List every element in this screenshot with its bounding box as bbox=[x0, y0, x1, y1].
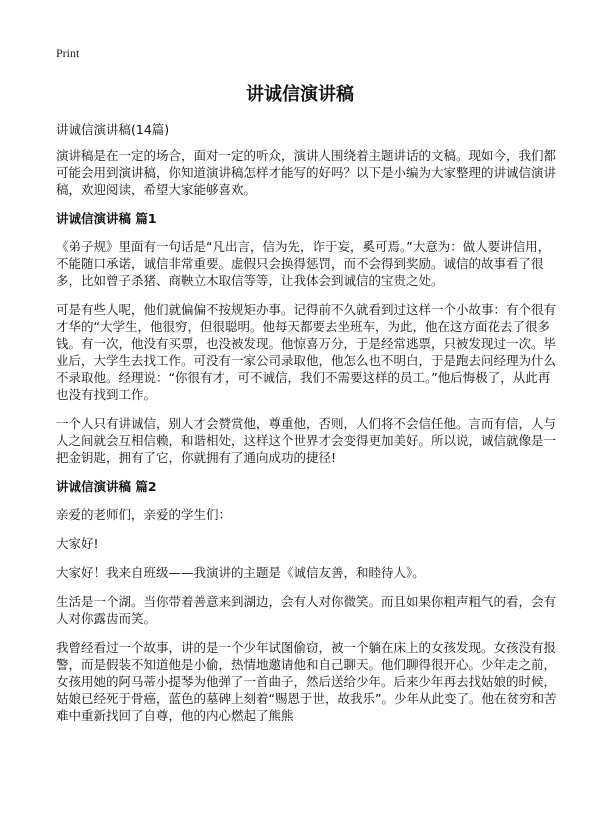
document-subtitle: 讲诚信演讲稿(14篇) bbox=[56, 122, 170, 137]
section-heading-1: 讲诚信演讲稿 篇1 bbox=[56, 211, 157, 226]
print-link[interactable]: Print bbox=[56, 46, 80, 60]
page-title: 讲诚信演讲稿 bbox=[246, 84, 354, 105]
section2-paragraph-3: 大家好！我来自班级——我演讲的主题是《诚信友善，和睦待人》。 bbox=[56, 565, 425, 580]
section1-paragraph-2: 可是有些人呢，他们就偏偏不按规矩办事。记得前不久就看到过这样一个小故事：有个很有才华的“大学生，他很穷，但很聪明。他每天都要去坐班车，为此，他在这方面花去了很多钱。有一次，他没有买票，也没被发现。他惊喜万分，于是经常逃票，只被发现过一次。毕业后，大学生去找工作。可没有一家公司录取他，他怎么也不明白，于是跑去问经理为什么不录取他。经理说：“你很有才，可不诚信，我们不需要这样的员工。”他后悔极了，从此再也没有找到工作。 bbox=[56, 302, 557, 402]
intro-paragraph: 演讲稿是在一定的场合，面对一定的听众，演讲人围绕着主题讲话的文稿。现如今，我们都可能会用到演讲稿，你知道演讲稿怎样才能写的好吗？以下是小编为大家整理的讲诚信演讲稿，欢迎阅读，希望大家能够喜欢。 bbox=[56, 148, 557, 197]
section-heading-2: 讲诚信演讲稿 篇2 bbox=[56, 479, 157, 494]
section2-paragraph-2: 大家好! bbox=[56, 536, 99, 551]
section2-paragraph-1: 亲爱的老师们，亲爱的学生们： bbox=[56, 507, 232, 522]
section1-paragraph-1: 《弟子规》里面有一句话是“凡出言，信为先，诈于妄，奚可焉。”大意为：做人要讲信用，不能随口承诺，诚信非常重要。虚假只会换得惩罚，而不会得到奖励。诚信的故事看了很多，比如曾子杀猪、商鞅立木取信等等，让我体会到诚信的宝贵之处。 bbox=[56, 239, 551, 288]
document-body bbox=[56, 147, 560, 736]
section1-paragraph-3: 一个人只有讲诚信，别人才会赞赏他，尊重他，否则，人们将不会信任他。言而有信，人与人之间就会互相信赖，和谐相处，这样这个世界才会变得更加美好。所以说，诚信就像是一把金钥匙，拥有了它，你就拥有了通向成功的捷径! bbox=[56, 416, 557, 465]
section2-paragraph-5: 我曾经看过一个故事，讲的是一个少年试图偷窃，被一个躺在床上的女孩发现。女孩没有报警，而是假装不知道他是小偷，热情地邀请他和自己聊天。他们聊得很开心。少年走之前，女孩用她的阿马蒂小提琴为他弹了一首曲子，然后送给少年。后来少年再去找姑娘的时候，姑娘已经死于骨癌，蓝色的墓碑上刻着“赐恩于世，故我乐”。少年从此变了。他在贫穷和苦难中重新找回了自尊，他的内心燃起了熊熊 bbox=[56, 640, 557, 723]
section2-paragraph-4: 生活是一个湖。当你带着善意来到湖边，会有人对你微笑。而且如果你粗声粗气的看，会有人对你露齿而笑。 bbox=[56, 594, 557, 626]
